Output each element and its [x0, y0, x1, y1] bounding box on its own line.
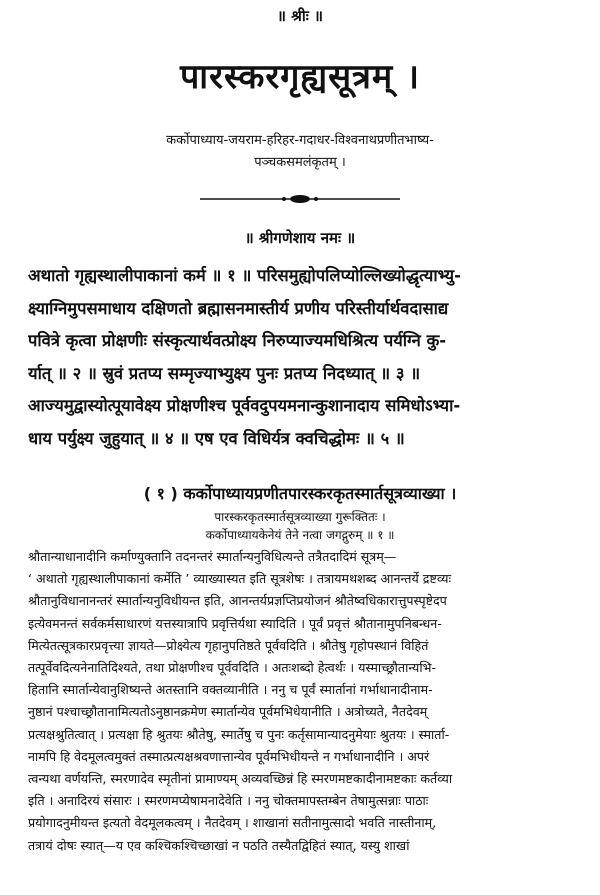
commentary-line: नामपि हि वेदमूलत्वमुक्तं तस्मात्प्रत्यक्षश्रवणात्तान्येव पूर्वमभिधीयन्ते न गर्भाधानादीनि । अपरं [28, 748, 430, 764]
sutra-line: पवित्रे कृत्वा प्रोक्षणीः संस्कृत्यार्थवत्प्रोक्ष्य निरुप्याज्यमधिश्रित्य पर्यग्नि कु- [28, 331, 447, 350]
page-title: पारस्करगृह्यसूत्रम् । [180, 57, 420, 97]
commentary-line: श्रौतानुविधानानन्तरं स्मार्तान्यनुविधीयन्त इति, आनन्तर्यप्रज्ञप्तिप्रयोजनं श्रौतेष्वधिकारात्तुपस्पृष्टेदप [28, 593, 447, 609]
commentary-line: तत्रायं दोषः स्यात्—य एव कश्चिकश्चिच्छाखां न पठति तस्यैतद्विहितं स्यात्, यस्यु शाखां [28, 837, 410, 853]
sutra-line: आज्यमुद्वास्योत्पूयावेक्ष्य प्रोक्षणीश्च पूर्ववदुपयमनान्कुशानादाय समिधोऽभ्या- [28, 396, 461, 415]
sutra-line: अथातो गृह्यस्थालीपाकानां कर्म ॥ १ ॥ परिसमुह्योपलिप्योल्लिख्योद्धृत्याभ्यु- [28, 266, 461, 285]
invocation-heading: ॥ श्रीः ॥ [277, 7, 323, 25]
commentary-line: हितानि स्मार्तान्येवानुशिष्यन्ते अतस्तानि वक्तव्यानीति । ननु च पूर्वं स्मार्तानां गर्भाधानादीनाम- [28, 682, 433, 698]
commentary-line: नुष्ठानं पश्चाच्छ्रौतानामित्यतोऽनुष्ठानक्रमेण स्मार्तान्येव पूर्वमभिधेयानीति । अत्रोच्यते, नैतदेवम् [28, 704, 428, 720]
commentary-heading: ( १ ) कर्कोपाध्यायप्रणीतपारस्करकृतस्मार्तसूत्रव्याख्या । [143, 484, 457, 503]
invocatory-verse [0, 508, 600, 544]
sutra-line: धाय पर्युक्ष्य जुहुयात् ॥ ४ ॥ एष एव विधिर्यत्र क्वचिद्धोमः ॥ ५ ॥ [28, 428, 405, 448]
commentary-line: त्वन्यथा वर्णयन्ति, स्मरणादेव स्मृतीनां प्रामाण्यम् अव्यवच्छिन्नं हि स्मरणमष्टकादीनामष्टकाः कर्तव्या [28, 771, 453, 787]
commentary-text-block [28, 546, 584, 857]
subtitle-line: कर्कोपाध्याय-जयराम-हरिहर-गदाधर-विश्वनाथप्रणीतभाष्य- [166, 133, 434, 148]
sutra-line: क्ष्याग्निमुपसमाधाय दक्षिणतो ब्रह्मासनमास्तीर्य प्रणीय परिस्तीर्यार्थवदासाद्य [28, 298, 449, 318]
verse-line: पारस्करकृतस्मार्तसूत्रव्याख्या गुरूक्तितः । [214, 510, 386, 524]
sutra-text-block [28, 260, 580, 455]
commentary-line: मित्येतत्सूत्रकारप्रवृत्त्या ज्ञायते—प्रोक्ष्येत्य गृहानुपतिष्ठते पूर्ववदिति । श्रौतेषु गृहोपस्थानं विहितं [28, 637, 429, 653]
commentary-line: इत्येवमनन्तं सर्वकर्मसाधारणं यत्तस्यात्रापि प्रवृत्तिर्यथा स्यादिति । पूर्वं प्रवृत्तं श्रौतानामुपनिबन्धन- [28, 615, 442, 631]
sutra-line: र्यात् ॥ २ ॥ स्रुवं प्रतप्य सम्मृज्याभ्युक्ष्य पुनः प्रतप्य निदध्यात् ॥ ३ ॥ [28, 363, 421, 383]
subtitle [40, 130, 560, 174]
ornamental-divider [200, 190, 400, 208]
commentary-line: इति । अनादिरयं संसारः । स्मरणमप्येषामनादेवेति । ननु चोक्तमापस्तम्बेन तेषामुत्सन्नाः पाठाः [28, 793, 429, 809]
verse-line: कर्कोपाध्यायकेनेयं तेने नत्वा जगद्गुरुम् ॥ १ ॥ [205, 528, 395, 542]
commentary-line: प्रयोगादनुमीयन्त इत्यतो वेदमूलकत्वम् । नैतदेवम् । शाखानां सतीनामुत्सादो भवति नास्तीनाम्, [28, 815, 437, 831]
ganesha-invocation: ॥ श्रीगणेशाय नमः ॥ [244, 229, 356, 247]
commentary-line: ‘ अथातो गृह्यस्थालीपाकानां कर्मेति ’ व्याख्यास्यत इति सूत्रशेषः । तत्रायमथशब्द आनन्तर्ये द्रष्टव्यः [28, 571, 451, 587]
commentary-line: प्रत्यक्षश्रुतित्वात् । प्रत्यक्षा हि श्रुतयः श्रौतेषु, स्मार्तेषु च पुनः कर्तृसामान्यादनुमेयाः श्रुतयः । स्मार्ता- [28, 726, 450, 742]
subtitle-line: पञ्चकसमलंकृतम् । [254, 155, 346, 170]
commentary-line: तत्पूर्वेवदित्यनेनातिदिश्यते, तथा प्रोक्षणीश्च पूर्ववदिति । अतःशब्दो हेत्वर्थः । यस्माच्छ्रौतान्यभि- [28, 660, 437, 676]
commentary-line: श्रौतान्याधानादीनि कर्माण्युक्तानि तदनन्तरं स्मार्तान्यनुविधित्यन्ते तत्रैतदादिमं सूत्रम्— [28, 549, 397, 564]
